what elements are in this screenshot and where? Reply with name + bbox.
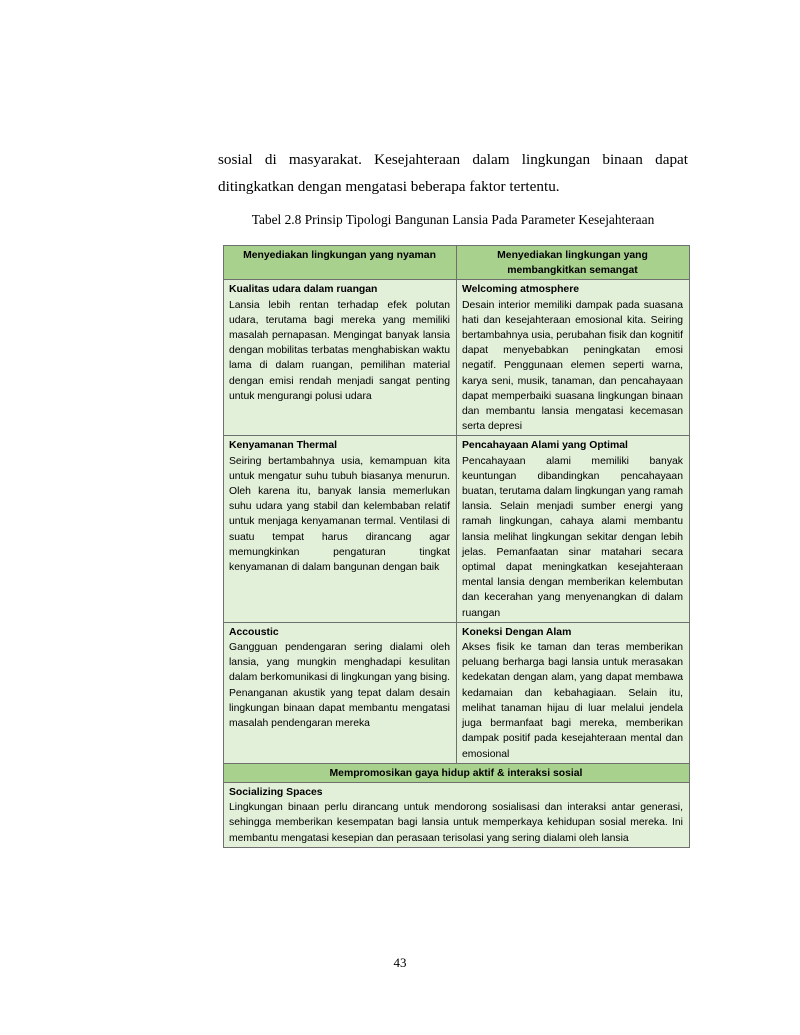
cell-natural-lighting (457, 436, 690, 622)
cell-welcoming-atmosphere (457, 280, 690, 436)
cell-title: Socializing Spaces (229, 786, 323, 798)
table-row-full (224, 782, 690, 847)
cell-socializing-spaces (224, 782, 690, 847)
cell-title: Pencahayaan Alami yang Optimal (462, 440, 628, 452)
cell-text: Gangguan pendengaran sering dialami oleh lansia, yang mungkin menghadapi kesulitan dalam berkomunikasi di lingkungan yang bising. Penanganan akustik yang tepat dalam desain lingkungan binaan dapat membantu mengatasi masalah pendengaran mereka (229, 642, 450, 730)
cell-title: Kualitas udara dalam ruangan (229, 284, 378, 296)
cell-title: Welcoming atmosphere (462, 284, 580, 296)
cell-connection-with-nature (457, 622, 690, 763)
cell-text: Lansia lebih rentan terhadap efek polutan udara, terutama bagi mereka yang memiliki masalah pernapasan. Mengingat banyak lansia dengan mobilitas terbatas menghabiskan waktu lama di dalam ruangan, pemilihan material dengan emisi rendah menjadi sangat penting untuk mengurangi polusi udara (229, 299, 450, 402)
cell-acoustic (224, 622, 457, 763)
cell-text: Desain interior memiliki dampak pada suasana hati dan kesejahteraan emosional kita. Seiring bertambahnya usia, perubahan fisik dan kognitif dapat menyebabkan peningkatan emosi negatif. Penggunaan elemen seperti warna, karya seni, musik, tanaman, dan pencahayaan dapat memperbaiki suasana lingkungan binaan dan membantu lansia mengatasi kecemasan serta depresi (462, 299, 683, 433)
cell-title: Koneksi Dengan Alam (462, 626, 572, 638)
header-uplifting-environment: Menyediakan lingkungan yang membangkitkan semangat (457, 246, 690, 280)
table-row (224, 622, 690, 763)
cell-text: Akses fisik ke taman dan teras memberikan peluang berharga bagi lansia untuk merasakan kedekatan dengan alam, yang dapat membawa kedamaian dan kebahagiaan. Selain itu, melihat tanaman hijau di luar melalui jendela juga bermanfaat bagi mereka, memberikan dampak positif pada kesejahteraan mental dan emosional (462, 642, 683, 760)
header-comfortable-environment: Menyediakan lingkungan yang nyaman (224, 246, 457, 280)
table-row (224, 436, 690, 622)
cell-text: Lingkungan binaan perlu dirancang untuk mendorong sosialisasi dan interaksi antar generasi, sehingga memberikan kesempatan bagi lansia untuk memperkaya kehidupan sosial mereka. Ini membantu mengatasi kesepian dan perasaan terisolasi yang sering dialami oleh lansia (229, 802, 683, 844)
cell-text: Pencahayaan alami memiliki banyak keuntungan dibandingkan pencahayaan buatan, terutama dalam lingkungan yang ramah lansia. Selain menjadi sumber energi yang ramah lingkungan, cahaya alami membantu lansia melihat lingkungan sekitar dengan lebih jelas. Pemanfaatan sinar matahari secara optimal dapat meningkatkan kesejahteraan mental lansia dengan memberikan kelembutan dan kecerahan yang menyenangkan di dalam ruangan (462, 455, 683, 619)
table-header-row-full (224, 763, 690, 782)
table-header-row (224, 246, 690, 280)
wellbeing-principles-table (223, 245, 690, 848)
cell-text: Seiring bertambahnya usia, kemampuan kita untuk mengatur suhu tubuh biasanya menurun. Oleh karena itu, banyak lansia memerlukan suhu udara yang stabil dan kelembaban relatif untuk menjaga kenyamanan termal. Ventilasi di suatu tempat harus dirancang agar memungkinkan pengaturan tingkat kenyamanan di dalam bangunan dengan baik (229, 455, 450, 574)
table-row (224, 280, 690, 436)
header-active-lifestyle: Mempromosikan gaya hidup aktif & interaksi sosial (224, 763, 690, 782)
cell-title: Kenyamanan Thermal (229, 440, 337, 452)
table-caption: Tabel 2.8 Prinsip Tipologi Bangunan Lansia Pada Parameter Kesejahteraan (251, 212, 655, 227)
cell-title: Accoustic (229, 626, 279, 638)
cell-indoor-air-quality (224, 280, 457, 436)
page-number: 43 (393, 955, 407, 970)
cell-thermal-comfort (224, 436, 457, 622)
intro-paragraph: sosial di masyarakat. Kesejahteraan dalam lingkungan binaan dapat ditingkatkan dengan mengatasi beberapa faktor tertentu. (218, 151, 688, 195)
